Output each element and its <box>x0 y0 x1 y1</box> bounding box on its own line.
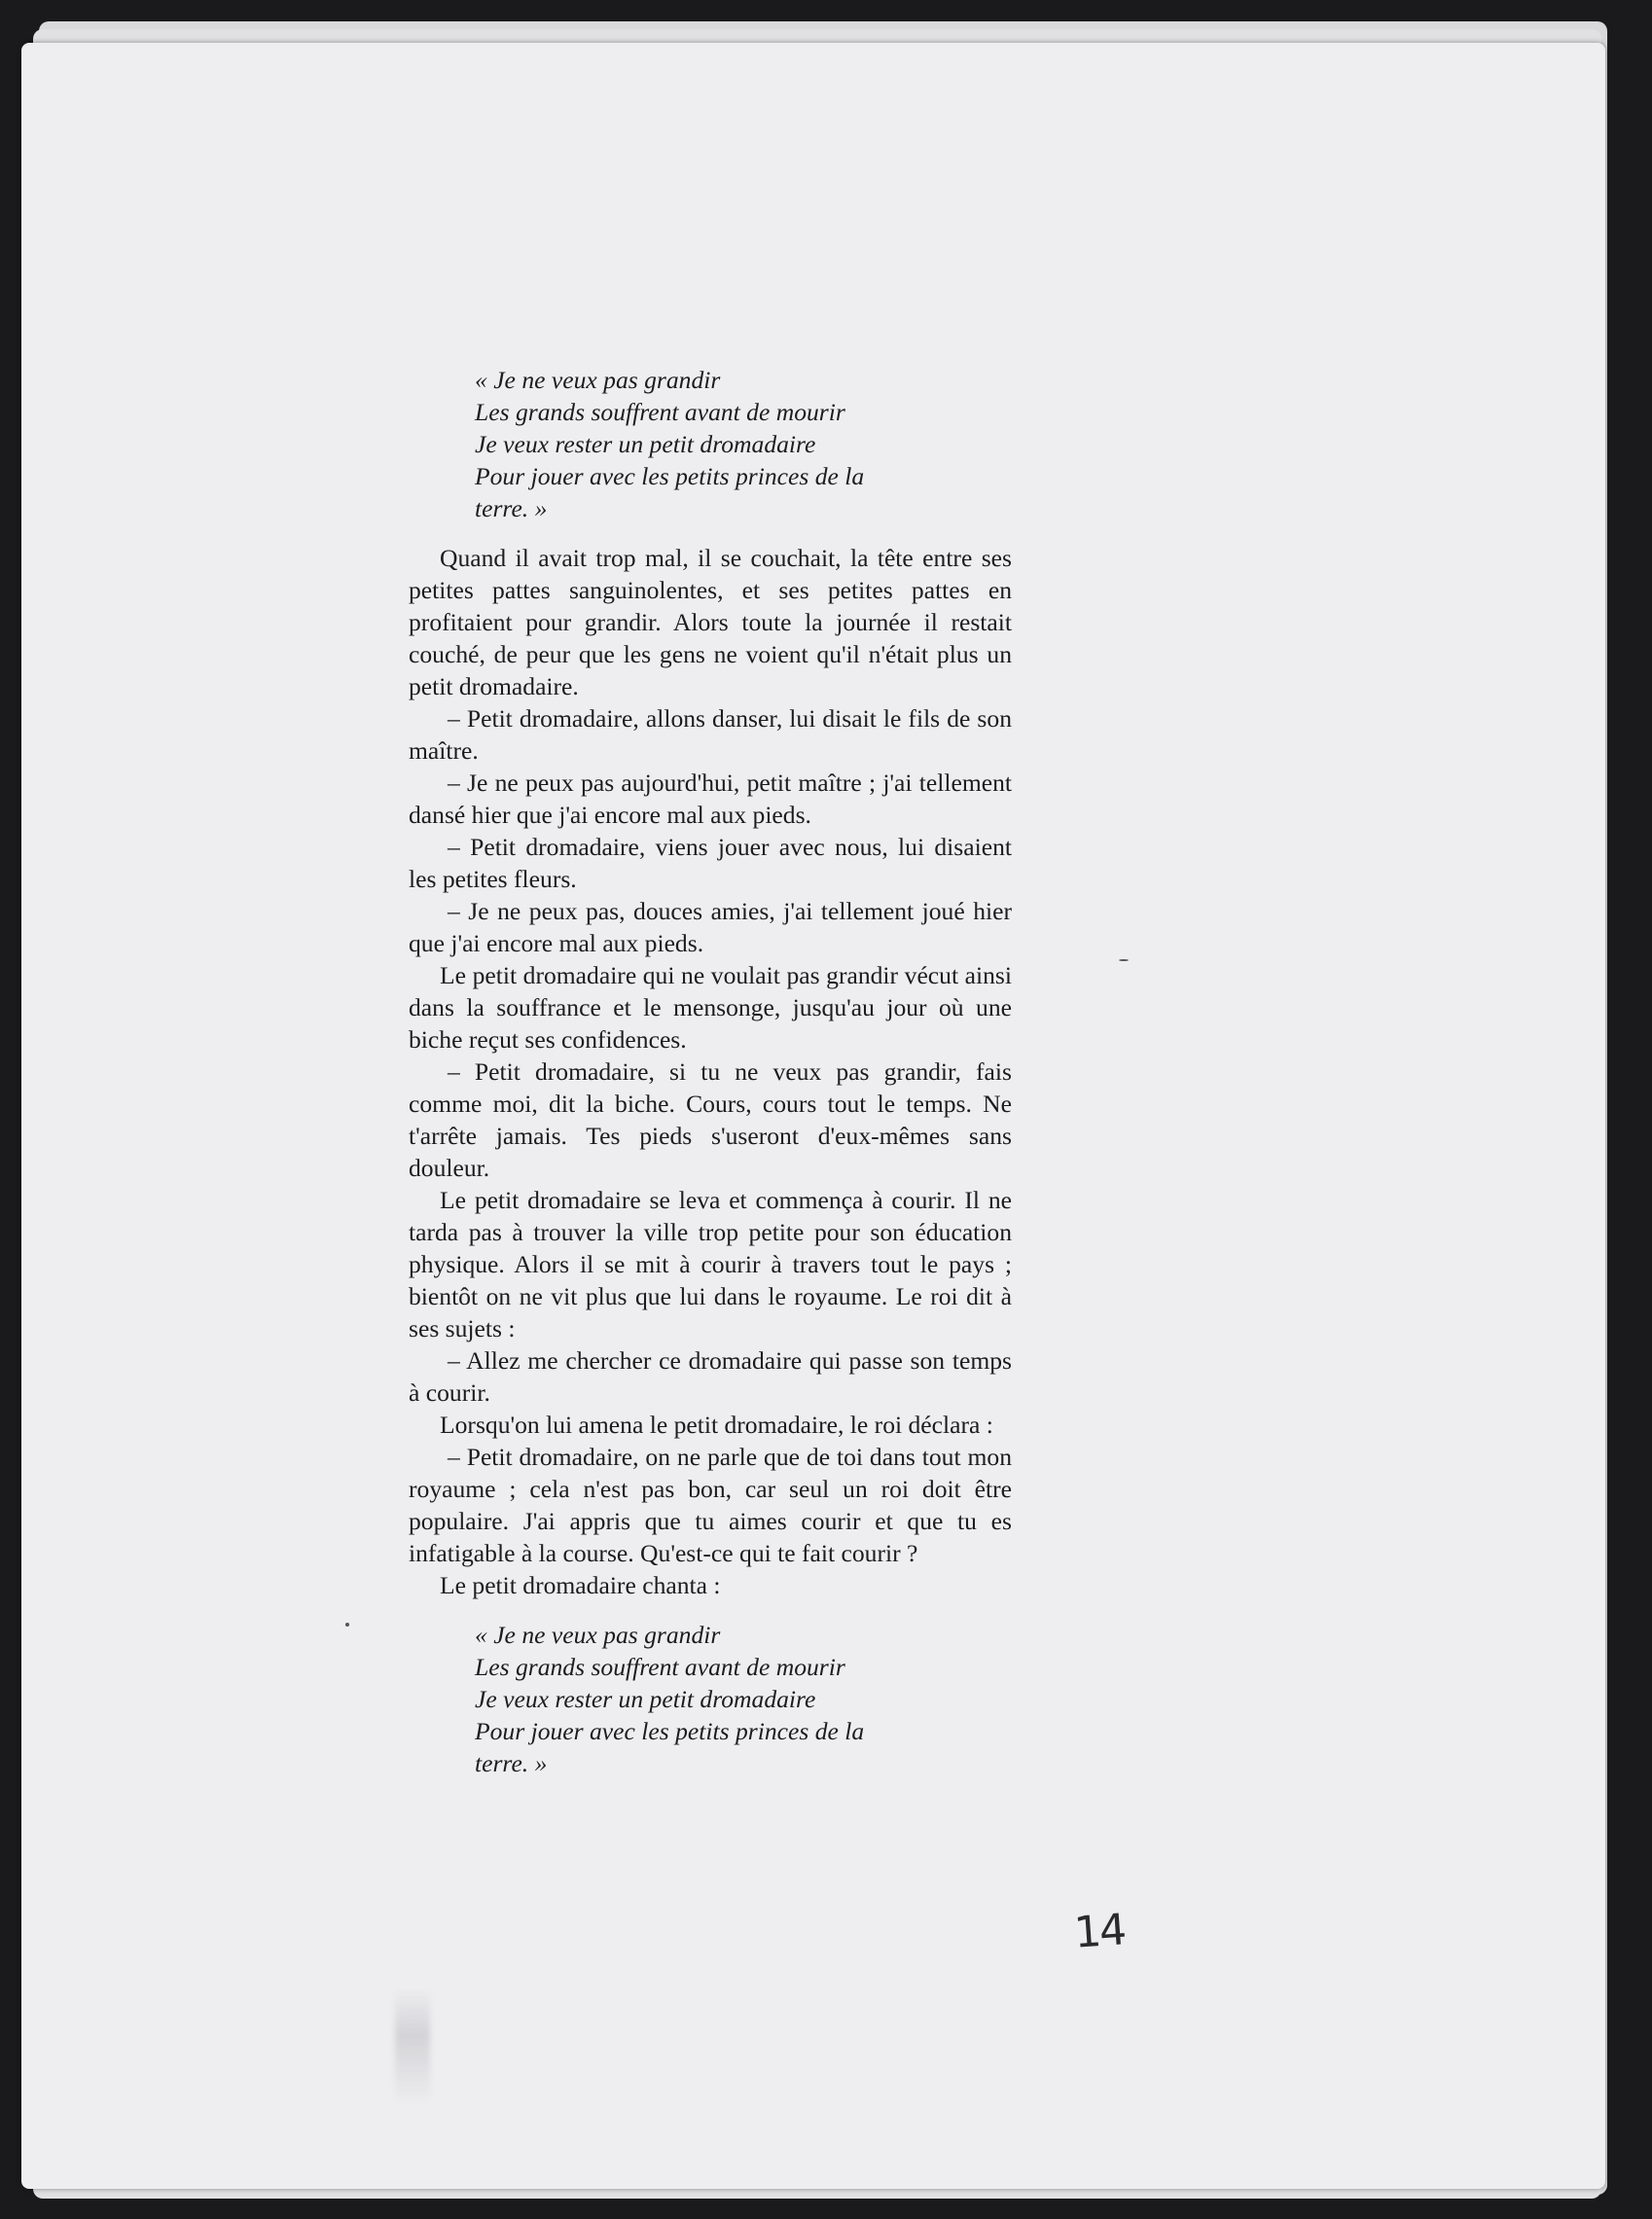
poem-line: « Je ne veux pas grandir <box>475 366 721 394</box>
dialog-line: – Petit dromadaire, si tu ne veux pas grandir, fais comme moi, dit la biche. Cours, cours tout le temps. Ne t'arrête jamais. Tes pieds s'useront d'eux-mêmes sans douleur. <box>409 1057 1012 1182</box>
text-column <box>409 364 1012 1779</box>
paragraph: Lorsqu'on lui amena le petit dromadaire, le roi déclara : <box>440 1411 993 1439</box>
poem-line: terre. » <box>475 494 548 522</box>
dialog-line: – Je ne peux pas aujourd'hui, petit maître ; j'ai tellement dansé hier que j'ai encore mal aux pieds. <box>409 769 1012 829</box>
poem-line: Je veux rester un petit dromadaire <box>475 1685 816 1713</box>
dialog-line: – Petit dromadaire, viens jouer avec nous, lui disaient les petites fleurs. <box>409 833 1012 893</box>
poem-stanza-top <box>409 364 1012 524</box>
paragraph: Le petit dromadaire chanta : <box>440 1571 721 1599</box>
poem-line: terre. » <box>475 1749 548 1777</box>
handwritten-page-number: 14 <box>1072 1905 1127 1958</box>
poem-line: Je veux rester un petit dromadaire <box>475 430 816 458</box>
poem-stanza-bottom <box>409 1619 1012 1779</box>
body-text <box>409 542 1012 1601</box>
poem-line: Les grands souffrent avant de mourir <box>475 1653 845 1681</box>
dialog-line: – Je ne peux pas, douces amies, j'ai tellement joué hier que j'ai encore mal aux pieds. <box>409 897 1012 957</box>
paragraph: Le petit dromadaire qui ne voulait pas grandir vécut ainsi dans la souffrance et le mensonge, jusqu'au jour où une biche reçut ses confidences. <box>409 961 1012 1054</box>
speck-mark <box>345 1623 349 1627</box>
paragraph: Le petit dromadaire se leva et commença à courir. Il ne tarda pas à trouver la ville trop petite pour son éducation physique. Alors il se mit à courir à travers tout le pays ; bientôt on ne vit plus que lui dans le royaume. Le roi dit à ses sujets : <box>409 1186 1012 1342</box>
poem-line: Les grands souffrent avant de mourir <box>475 398 845 426</box>
paragraph: Quand il avait trop mal, il se couchait, la tête entre ses petites pattes sanguinolentes, et ses petites pattes en profitaient pour grandir. Alors toute la journée il restait couché, de peur que les gens ne voient qu'il n'était plus un petit dromadaire. <box>409 544 1012 700</box>
dialog-line: – Petit dromadaire, allons danser, lui disait le fils de son maître. <box>409 704 1012 765</box>
poem-line: Pour jouer avec les petits princes de la <box>475 1717 865 1745</box>
dialog-line: – Allez me chercher ce dromadaire qui passe son temps à courir. <box>409 1346 1012 1407</box>
speck-mark <box>1119 959 1129 961</box>
poem-line: « Je ne veux pas grandir <box>475 1621 721 1649</box>
ink-smudge <box>395 1988 430 2105</box>
dialog-line: – Petit dromadaire, on ne parle que de toi dans tout mon royaume ; cela n'est pas bon, car seul un roi doit être populaire. J'ai appris que tu aimes courir et que tu es infatigable à la course. Qu'est-ce qui te fait courir ? <box>409 1443 1012 1567</box>
poem-line: Pour jouer avec les petits princes de la <box>475 462 865 490</box>
page-sheet <box>21 43 1605 2189</box>
